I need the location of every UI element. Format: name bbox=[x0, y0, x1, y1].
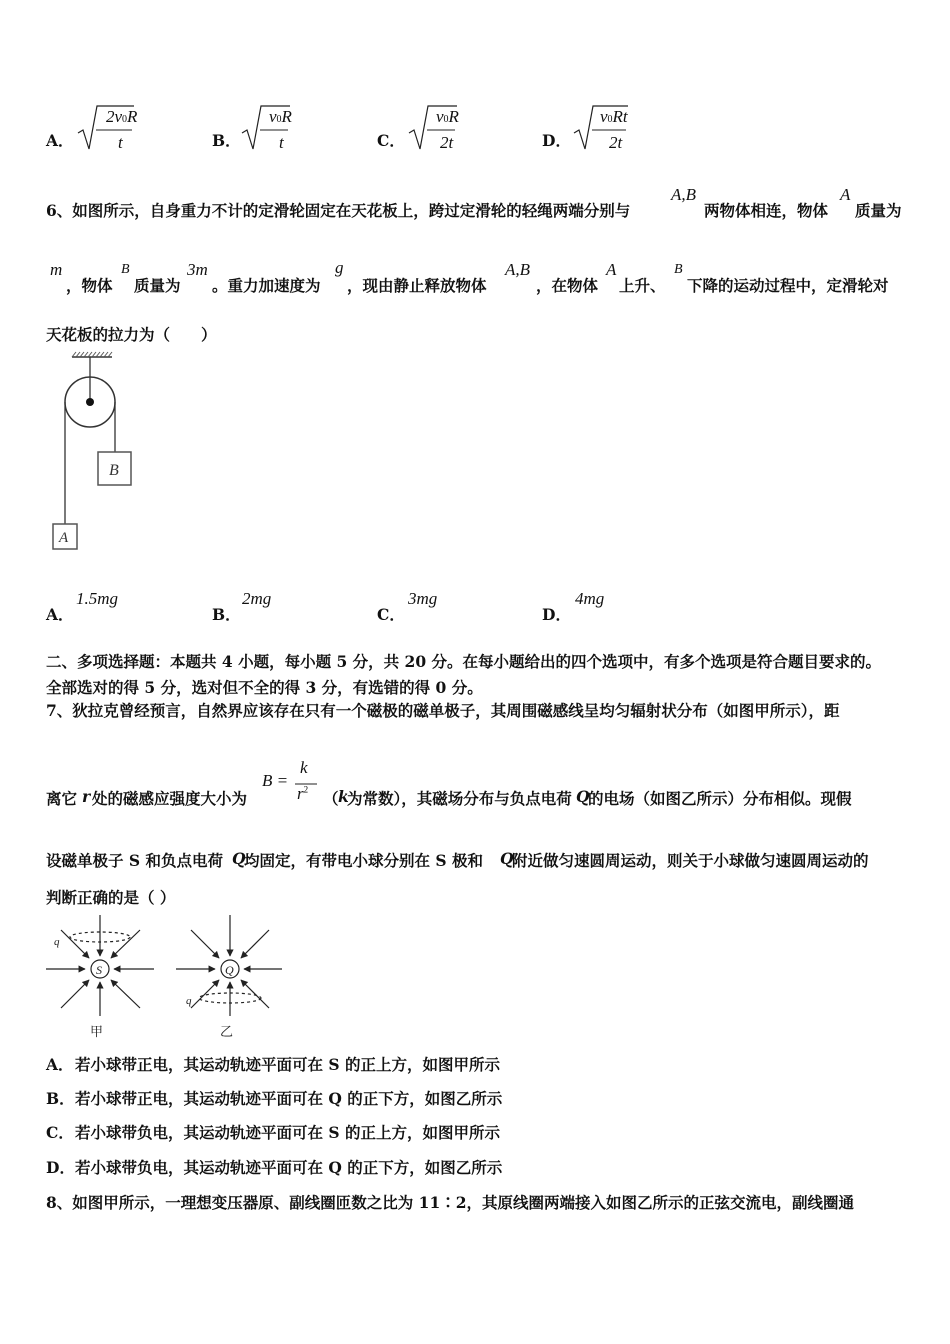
formula-lhs: B = bbox=[262, 771, 289, 790]
section2-line2: 全部选对的得 5 分，选对但不全的得 3 分，有选错的得 0 分。 bbox=[46, 678, 483, 697]
q5-option-a bbox=[46, 103, 156, 153]
q7-option-b-label: B． bbox=[46, 1089, 75, 1108]
q6-text-2: 两物体相连，物体 bbox=[704, 201, 829, 220]
q6-symbol-b-2: B bbox=[674, 262, 683, 277]
numerator: v0Rt bbox=[600, 107, 628, 126]
option-label: D． bbox=[542, 131, 571, 150]
q7-option-c-label: C． bbox=[46, 1123, 74, 1142]
q6-symbol-m: m bbox=[50, 260, 63, 279]
q5-option-c bbox=[377, 103, 487, 153]
q6-symbol-a-2: A bbox=[606, 260, 617, 279]
q6-text-9: 上升、 bbox=[619, 276, 666, 295]
formula-numerator: k bbox=[300, 758, 308, 777]
option-label: C． bbox=[377, 131, 405, 150]
q7-text-2e: 的电场（如图乙所示）分布相似。现假 bbox=[588, 789, 852, 808]
q7-symbol-k: k bbox=[338, 787, 349, 806]
option-label: A． bbox=[46, 131, 74, 150]
q6-symbol-ab-2: A,B bbox=[505, 260, 531, 279]
q6-text-11: 天花板的拉力为（ ） bbox=[46, 325, 217, 344]
q7-symbol-q-3: Q bbox=[500, 849, 514, 868]
q6-option-c-value: 3mg bbox=[408, 589, 438, 608]
denominator: t bbox=[279, 133, 284, 152]
q7-text-2c: （ bbox=[323, 789, 339, 808]
q6-option-b-label: B． bbox=[212, 605, 241, 624]
formula-denominator: $r^2$ bbox=[297, 784, 309, 803]
block-a-label: A bbox=[59, 530, 69, 546]
q7-option-d-label: D． bbox=[46, 1158, 75, 1177]
q6-symbol-b: B bbox=[121, 262, 130, 277]
section2-line1: 二、多项选择题：本题共 4 小题，每小题 5 分，共 20 分。在每小题给出的四个选项中，有多个选项是符合题目要求的。 bbox=[46, 652, 882, 671]
q6-text-3: 质量为 bbox=[855, 201, 902, 220]
denominator: t bbox=[118, 133, 123, 152]
q6-text-8: ，在物体 bbox=[536, 276, 599, 295]
q6-option-d-value: 4mg bbox=[575, 589, 605, 608]
q6-option-c-label: C． bbox=[377, 605, 405, 624]
q6-option-d-label: D． bbox=[542, 605, 571, 624]
denominator: 2t bbox=[440, 133, 454, 152]
q6-text-4: ，物体 bbox=[66, 276, 113, 295]
q6-text-7: ，现由静止释放物体 bbox=[347, 276, 487, 295]
q7-text-3b: 均固定，有带电小球分别在 S 极和 bbox=[244, 851, 483, 870]
denominator: 2t bbox=[609, 133, 623, 152]
numerator: v0R bbox=[436, 107, 459, 126]
q7-option-c-text: 若小球带负电，其运动轨迹平面可在 S 的正上方，如图甲所示 bbox=[75, 1123, 500, 1142]
q6-symbol-g: g bbox=[335, 258, 344, 277]
q6-option-a-label: A． bbox=[46, 605, 74, 624]
q7-option-d-text: 若小球带负电，其运动轨迹平面可在 Q 的正下方，如图乙所示 bbox=[75, 1158, 503, 1177]
block-b-label: B bbox=[109, 462, 119, 479]
q6-symbol-3m: 3m bbox=[187, 260, 208, 279]
monopole-figures bbox=[44, 912, 294, 1042]
fig-right-center: Q bbox=[225, 963, 234, 977]
q5-option-b bbox=[212, 103, 322, 153]
q7-option-a-text: 若小球带正电，其运动轨迹平面可在 S 的正上方，如图甲所示 bbox=[75, 1055, 500, 1074]
q7-text-4: 判断正确的是（ ） bbox=[46, 888, 176, 907]
q7-option-a-label: A． bbox=[46, 1055, 74, 1074]
q6-text-6: 。重力加速度为 bbox=[212, 276, 321, 295]
q7-text-2d: 为常数），其磁场分布与负点电荷 bbox=[347, 789, 572, 808]
q5-option-d bbox=[542, 103, 662, 153]
q7-text-1: 7、狄拉克曾经预言，自然界应该存在只有一个磁极的磁单极子，其周围磁感线呈均匀辐射状分布（如图甲所示），距 bbox=[46, 701, 840, 720]
q6-option-a-value: 1.5mg bbox=[76, 589, 119, 608]
q6-option-b-value: 2mg bbox=[242, 589, 272, 608]
q8-text-1: 8、如图甲所示，一理想变压器原、副线圈匝数之比为 11∶2，其原线圈两端接入如图乙所示的正弦交流电，副线圈通 bbox=[46, 1193, 855, 1212]
q7-symbol-q: Q bbox=[576, 787, 590, 806]
q7-symbol-r: r bbox=[82, 787, 91, 806]
fig-left-center: S bbox=[96, 963, 102, 977]
fig-right-q: q bbox=[186, 995, 192, 1007]
q6-symbol-a: A bbox=[840, 185, 851, 204]
q6-text-5: 质量为 bbox=[134, 276, 181, 295]
q7-symbol-q-2: Q bbox=[232, 849, 246, 868]
option-label: B． bbox=[212, 131, 241, 150]
fig-left-caption: 甲 bbox=[90, 1024, 104, 1039]
q6-text-10: 下降的运动过程中，定滑轮对 bbox=[687, 276, 889, 295]
numerator: v0R bbox=[269, 107, 292, 126]
q7-text-3a: 设磁单极子 S 和负点电荷 bbox=[46, 851, 223, 870]
q7-text-2a: 离它 bbox=[46, 789, 78, 808]
pulley-figure bbox=[44, 348, 144, 558]
fig-right-caption: 乙 bbox=[220, 1024, 234, 1039]
q6-symbol-ab: A,B bbox=[671, 185, 697, 204]
q7-text-2b: 处的磁感应强度大小为 bbox=[92, 789, 248, 808]
q7-text-3c: 附近做匀速圆周运动，则关于小球做匀速圆周运动的 bbox=[512, 851, 869, 870]
numerator: 2v0R bbox=[106, 107, 138, 126]
q7-formula bbox=[262, 758, 322, 810]
fig-left-q: q bbox=[54, 936, 60, 948]
q6-text-1: 6、如图所示，自身重力不计的定滑轮固定在天花板上，跨过定滑轮的轻绳两端分别与 bbox=[46, 201, 631, 220]
q7-option-b-text: 若小球带正电，其运动轨迹平面可在 Q 的正下方，如图乙所示 bbox=[75, 1089, 503, 1108]
